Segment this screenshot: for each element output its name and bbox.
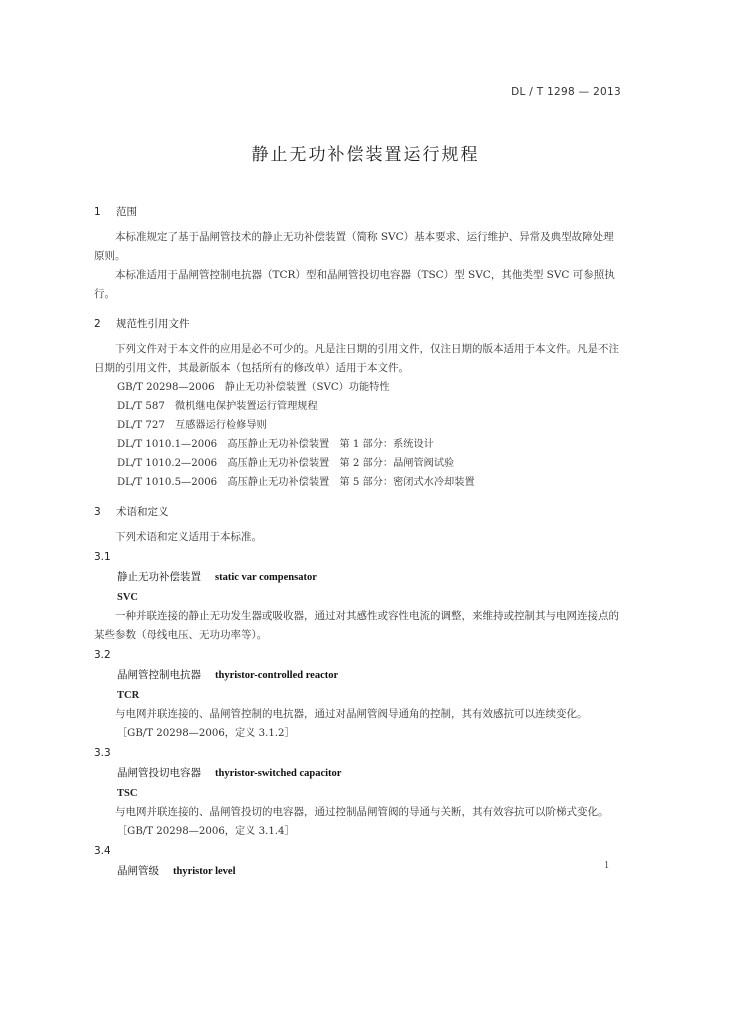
section-title: 术语和定义: [116, 506, 169, 518]
reference-item: DL/T 1010.2—2006 高压静止无功补偿装置 第 2 部分：晶闸管阀试验: [117, 458, 455, 469]
section-title: 规范性引用文件: [116, 318, 190, 330]
term-abbreviation: SVC: [117, 592, 139, 603]
paragraph: 下列术语和定义适用于本标准。: [115, 531, 262, 543]
term-name: [94, 567, 619, 588]
term-definition: 与电网并联连接的、晶闸管投切的电容器，通过控制晶闸管阀的导通与关断，其有效容抗可以阶梯式变化。: [115, 806, 609, 818]
document-title: 静止无功补偿装置运行规程: [251, 145, 480, 165]
term-number: 3.2: [94, 649, 111, 661]
term-number: 3.1: [94, 551, 111, 563]
section-number: 1: [94, 206, 101, 218]
term-abbreviation: TSC: [117, 788, 138, 799]
term-name: [94, 861, 619, 882]
term-name-zh: 静止无功补偿装置: [117, 571, 201, 583]
term-source: ［GB/T 20298—2006，定义 3.1.4］: [117, 826, 295, 837]
term-name-en: thyristor-controlled reactor: [215, 670, 339, 681]
reference-item: DL/T 727 互感器运行检修导则: [117, 420, 267, 431]
section-number: 2: [94, 318, 101, 330]
term-name-en: thyristor level: [173, 866, 236, 877]
term-name: [94, 763, 619, 784]
term-name-zh: 晶闸管投切电容器: [117, 767, 201, 779]
term-number: 3.4: [94, 845, 111, 857]
term-definition: 与电网并联连接的、晶闸管控制的电抗器，通过对晶闸管阀导通角的控制，其有效感抗可以连续变化。: [115, 708, 588, 720]
paragraph: 本标准规定了基于晶闸管技术的静止无功补偿装置（简称 SVC）基本要求、运行维护、异常及典型故障处理原则。: [94, 231, 614, 262]
reference-item: DL/T 1010.5—2006 高压静止无功补偿装置 第 5 部分：密闭式水冷却装置: [117, 477, 475, 488]
section-2-heading: [94, 314, 619, 334]
term-name-zh: 晶闸管级: [117, 865, 159, 877]
document-body: [94, 202, 619, 882]
page-number: 1: [604, 860, 609, 871]
term-abbreviation: TCR: [117, 690, 140, 701]
section-title: 范围: [116, 206, 137, 218]
term-name-en: static var compensator: [215, 572, 317, 583]
section-number: 3: [94, 506, 101, 518]
term-source: ［GB/T 20298—2006，定义 3.1.2］: [117, 728, 295, 739]
term-definition: 一种并联连接的静止无功发生器或吸收器，通过对其感性或容性电流的调整，来维持或控制其与电网连接点的某些参数（母线电压、无功功率等）。: [94, 610, 619, 641]
paragraph: 下列文件对于本文件的应用是必不可少的。凡是注日期的引用文件，仅注日期的版本适用于本文件。凡是不注日期的引用文件，其最新版本（包括所有的修改单）适用于本文件。: [94, 343, 619, 374]
reference-item: DL/T 1010.1—2006 高压静止无功补偿装置 第 1 部分：系统设计: [117, 439, 434, 450]
term-name-en: thyristor-switched capacitor: [215, 768, 342, 779]
term-number: 3.3: [94, 747, 111, 759]
standard-code: DL / T 1298 — 2013: [511, 86, 621, 98]
paragraph: 本标准适用于晶闸管控制电抗器（TCR）型和晶闸管投切电容器（TSC）型 SVC，其他类型 SVC 可参照执行。: [94, 269, 615, 300]
section-3-heading: [94, 502, 619, 522]
section-1-heading: [94, 202, 619, 222]
term-name: [94, 665, 619, 686]
reference-item: DL/T 587 微机继电保护装置运行管理规程: [117, 401, 318, 412]
term-name-zh: 晶闸管控制电抗器: [117, 669, 201, 681]
reference-item: GB/T 20298—2006 静止无功补偿装置（SVC）功能特性: [117, 382, 390, 393]
